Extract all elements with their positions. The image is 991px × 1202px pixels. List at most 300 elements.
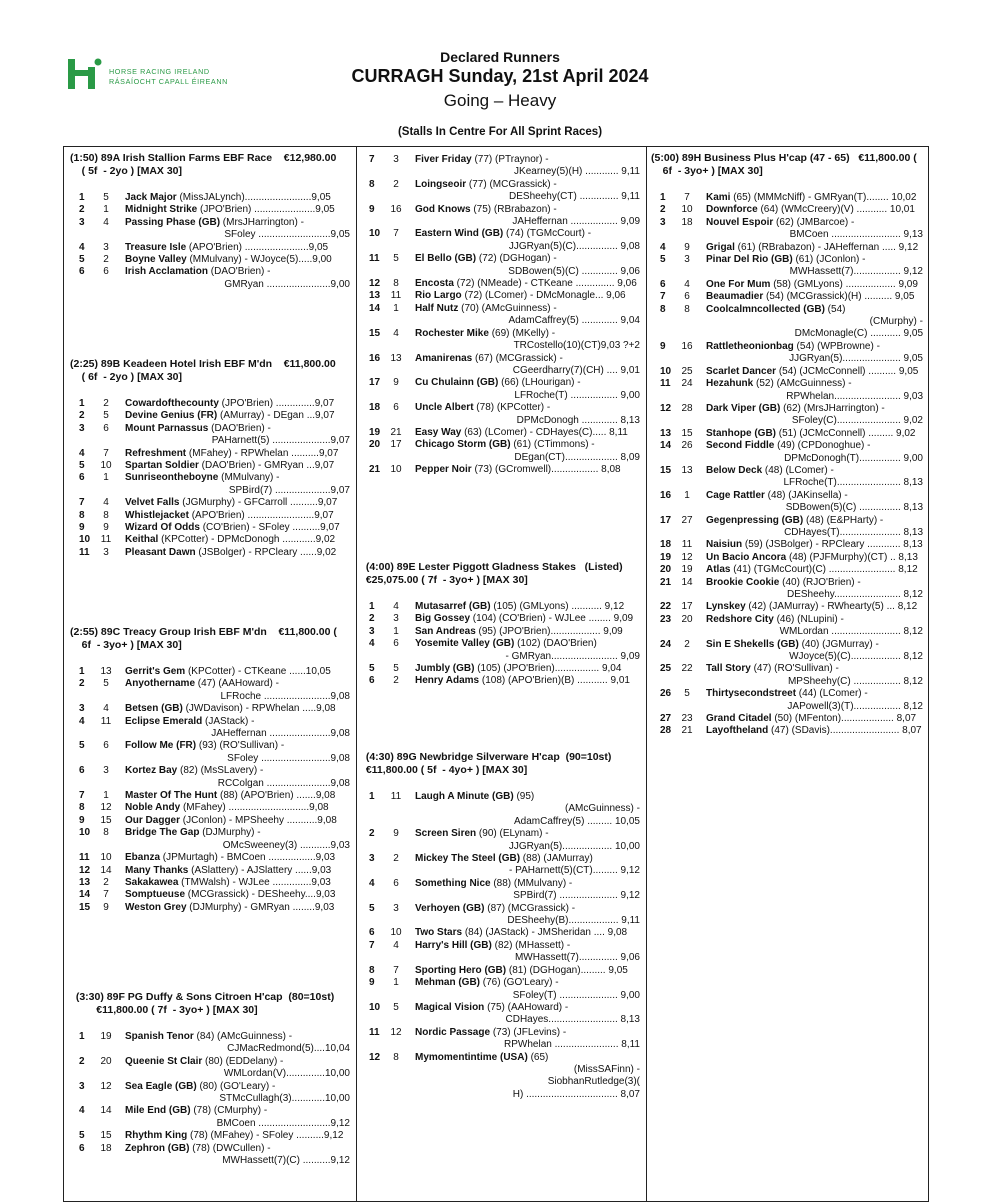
runner-draw: 9 [684, 241, 690, 253]
horse-name: Cu Chulainn (GB) [415, 377, 499, 389]
race-6-section [360, 751, 644, 1101]
runner-number: 15 [660, 464, 672, 476]
stalls-note: (Stalls In Centre For All Sprint Races) [397, 126, 603, 138]
runner-number: 3 [369, 625, 375, 637]
runner-row [651, 465, 927, 490]
runner-jockey-weight: CGeerdharry(7)(CH) .... 9,01 [512, 364, 640, 376]
runner-draw: 5 [103, 192, 109, 203]
runner-details [415, 377, 644, 402]
runner-jockey-weight: RPWhelan ....................... 8,11 [504, 1039, 640, 1051]
horse-name: Mutasarref (GB) [415, 601, 491, 612]
horse-name: Treasure Isle [125, 241, 187, 253]
runner-draw: 3 [393, 613, 399, 625]
runner-draw: 16 [681, 340, 693, 352]
runner-details [125, 790, 354, 802]
runner-number: 2 [369, 828, 375, 840]
runner-details [706, 440, 927, 465]
race-header [651, 152, 927, 178]
runner-number: 3 [79, 1080, 85, 1092]
runner-number: 17 [660, 514, 672, 526]
runner-connections: (MMulvany) - [218, 472, 280, 484]
runner-row [651, 378, 927, 403]
runner-details [415, 228, 644, 253]
runner-connections: (JGMurphy) - GFCarroll ..........9,07 [179, 497, 338, 509]
runner-row [651, 601, 927, 613]
runner-number: 7 [369, 939, 375, 951]
runner-details [706, 254, 927, 279]
runner-details [415, 1052, 644, 1102]
runner-row [360, 427, 644, 439]
horse-name: Nordic Passage [415, 1026, 491, 1038]
runner-connections: (CO'Brien) - SFoley ..........9,07 [199, 522, 340, 534]
runner-number: 11 [660, 378, 671, 390]
runner-details [415, 927, 644, 939]
horse-name: Jumbly (GB) [415, 663, 475, 675]
runner-connections: (MFahey) - RPWhelan ..........9,07 [186, 447, 339, 459]
runner-jockey-weight: DMcMonagle(C) ........... 9,05 [794, 328, 923, 340]
runner-details [706, 242, 927, 254]
runner-jockey-weight: DPMcDonogh ............. 8,13 [516, 414, 640, 426]
runner-details [415, 402, 644, 427]
runner-jockey-weight: JAPowell(3)(T)................. 8,12 [787, 700, 923, 712]
runner-connections: (88) (JAMurray) [520, 853, 593, 865]
runner-draw: 1 [103, 472, 109, 484]
runner-details [706, 564, 927, 576]
runner-details [125, 865, 354, 877]
runner-number: 6 [79, 1142, 85, 1154]
runner-draw: 6 [393, 877, 399, 889]
runner-number: 7 [660, 291, 666, 303]
runner-row [360, 328, 644, 353]
runner-row [651, 204, 927, 216]
runner-number: 6 [369, 675, 375, 687]
runner-number: 13 [660, 427, 672, 439]
horse-name: Chicago Storm (GB) [415, 439, 511, 451]
runner-row [360, 154, 644, 179]
runner-number: 21 [660, 576, 672, 588]
runner-connections: (61) (CTimmons) - [510, 439, 595, 451]
runner-connections: (95) (JPO'Brien).................. 9,09 [475, 625, 623, 637]
horse-name: Anyothername [125, 678, 196, 690]
race-7-section [651, 152, 927, 738]
runner-draw: 2 [393, 853, 399, 865]
runner-details [125, 547, 354, 559]
runner-connections: (75) (RBrabazon) - [470, 203, 557, 215]
runner-number: 12 [660, 402, 672, 414]
runners-list [70, 192, 354, 291]
page-title: Declared Runners [440, 49, 560, 65]
runner-details [415, 977, 644, 1002]
runner-jockey-weight: STMcCullagh(3)............10,00 [219, 1093, 350, 1105]
horse-name: Betsen (GB) [125, 703, 183, 715]
runner-jockey-weight: - PAHarnett(5)(CT)......... 9,12 [509, 865, 640, 877]
runner-draw: 13 [100, 666, 112, 677]
runner-row [360, 965, 644, 977]
runner-connections: (APO'Brien) .......................9,05 [186, 241, 329, 253]
runner-number: 5 [660, 254, 666, 266]
runner-details [415, 903, 644, 928]
runner-row [651, 217, 927, 242]
runner-jockey-weight: MPSheehy(C) ................. 8,12 [787, 675, 923, 687]
runner-number: 8 [79, 509, 85, 521]
runner-draw: 28 [681, 402, 693, 414]
runner-row [360, 878, 644, 903]
runner-row [651, 577, 927, 602]
runner-number: 4 [79, 1105, 85, 1117]
runner-draw: 22 [681, 663, 693, 675]
runner-connections: (78) (DWCullen) - [189, 1142, 271, 1154]
runner-jockey-weight: JJGRyan(5)(C)............... 9,08 [508, 240, 640, 252]
runner-row [360, 626, 644, 638]
runner-number: 10 [369, 228, 381, 240]
runner-number: 3 [79, 703, 85, 715]
runner-draw: 4 [103, 703, 109, 715]
runner-draw: 1 [393, 625, 399, 637]
runner-number: 18 [660, 539, 672, 551]
runner-draw: 6 [103, 422, 109, 434]
runner-details [415, 638, 644, 663]
column-divider-2 [646, 146, 647, 1202]
runners-list [360, 154, 644, 477]
runner-connections: (JAStack) - [202, 715, 255, 727]
runner-draw: 18 [681, 216, 693, 228]
horse-name: Easy Way [415, 426, 462, 438]
runner-details [415, 663, 644, 675]
runner-draw: 1 [393, 302, 399, 314]
runner-number: 12 [369, 1051, 381, 1063]
runner-jockey-weight: JJGRyan(5)..................... 9,05 [789, 353, 923, 365]
runner-draw: 11 [390, 290, 402, 302]
runner-details [415, 464, 644, 476]
runner-row [360, 853, 644, 878]
runner-jockey-weight: OMcSweeney(3) ...........9,03 [222, 839, 350, 851]
runner-number: 7 [79, 790, 85, 802]
runner-jockey-weight: SDBowen(5)(C) ............. 9,06 [508, 265, 640, 277]
horse-name: Ebanza [125, 852, 161, 864]
runner-jockey-weight: RCColgan .......................9,08 [217, 777, 350, 789]
runner-draw: 4 [393, 601, 399, 612]
runner-draw: 11 [100, 715, 112, 727]
runner-details [125, 703, 354, 715]
race-4-continued-section [360, 154, 644, 477]
runner-details [706, 639, 927, 664]
column-divider-1 [356, 146, 357, 1202]
race-header-line: €11,800.00 ( 5f - 4yo+ ) [MAX 30] [360, 764, 528, 776]
horse-name: Lynskey [706, 601, 746, 613]
horse-name: Yosemite Valley (GB) [415, 638, 515, 650]
horse-name: Mile End (GB) [125, 1105, 191, 1117]
runner-connections: (JPO'Brien) ..............9,07 [218, 398, 335, 409]
horse-name: Pepper Noir [415, 464, 472, 476]
runner-jockey-weight: DEgan(CT)................... 8,09 [514, 451, 640, 463]
runner-connections: (90) (ELynam) - [476, 828, 549, 840]
runner-row [360, 402, 644, 427]
race-header-line: (4:00) 89E Lester Piggott Gladness Stakes (Listed) [360, 561, 623, 573]
runner-draw: 7 [103, 447, 109, 459]
runner-number: 24 [660, 638, 672, 650]
horse-name: Whistlejacket [125, 509, 189, 521]
runner-connections: (62) (MrsJHarrington) - [780, 402, 885, 414]
runner-number: 2 [79, 1055, 85, 1067]
runner-connections: (DAO'Brien) - GMRyan ...9,07 [198, 460, 335, 472]
horse-name: El Bello (GB) [415, 253, 477, 265]
runner-connections: (102) (DAO'Brien) [514, 638, 597, 650]
runner-details [125, 254, 354, 266]
runner-draw: 19 [100, 1031, 112, 1042]
runner-number: 8 [369, 964, 375, 976]
runner-connections: (84) (JAStack) - JMSheridan .... 9,08 [462, 927, 628, 939]
race-header [360, 561, 644, 587]
runner-draw: 9 [393, 828, 399, 840]
runner-row [70, 410, 354, 422]
runner-number: 7 [79, 497, 85, 509]
runner-jockey-weight: BMCoen ..........................9,12 [216, 1117, 350, 1129]
runner-draw: 8 [393, 278, 399, 290]
runner-draw: 24 [681, 378, 693, 390]
horse-name: God Knows [415, 203, 471, 215]
going-description: Going – Heavy [443, 91, 557, 110]
runner-draw: 4 [103, 216, 109, 228]
runner-number: 1 [79, 666, 85, 677]
runner-jockey-weight: LFRoche(T)....................... 8,13 [783, 477, 923, 489]
runner-draw: 3 [103, 241, 109, 253]
runner-connections: (72) (LComer) - DMcMonagle... 9,06 [461, 290, 626, 302]
runner-details [415, 601, 644, 613]
horse-name: One For Mum [706, 278, 771, 290]
runner-details [415, 1002, 644, 1027]
runner-number: 15 [79, 901, 91, 913]
runner-number: 17 [369, 377, 381, 389]
runner-connections: (DAO'Brien) - [208, 422, 271, 434]
runner-number: 10 [660, 365, 672, 377]
runner-draw: 11 [390, 791, 402, 802]
runner-row [651, 564, 927, 576]
horse-name: Redshore City [706, 613, 774, 625]
runner-jockey-weight: TRCostello(10)(CT)9,03 ?+2 [513, 340, 640, 352]
runner-draw: 5 [393, 253, 399, 265]
horse-name: Velvet Falls [125, 497, 180, 509]
runner-details [706, 366, 927, 378]
runner-connections: (54) (JCMcConnell) .......... 9,05 [776, 365, 919, 377]
horse-name: Kortez Bay [125, 765, 178, 777]
runner-draw: 20 [681, 613, 693, 625]
runner-jockey-weight: DESheehy(CT) .............. 9,11 [509, 191, 640, 203]
runner-draw: 10 [390, 927, 402, 939]
runner-number: 16 [369, 352, 381, 364]
runner-draw: 7 [393, 228, 399, 240]
runner-details [706, 688, 927, 713]
runner-connections: (JWDavison) - RPWhelan .....9,08 [182, 703, 336, 715]
runners-list [70, 398, 354, 559]
runner-row [360, 228, 644, 253]
runner-row [651, 688, 927, 713]
runner-number: 21 [369, 464, 381, 476]
runner-draw: 6 [393, 402, 399, 414]
horse-name: Grigal [706, 241, 735, 253]
runner-draw: 17 [390, 439, 402, 451]
horse-name: Scarlet Dancer [706, 365, 777, 377]
runner-details [125, 765, 354, 790]
runner-connections: (70) (AMcGuinness) - [458, 302, 557, 314]
runner-connections: (72) (NMeade) - CTKeane .............. 9,06 [453, 278, 637, 290]
horse-name: Naisiun [706, 539, 743, 551]
runner-connections: (73) (GCromwell)................. 8,08 [471, 464, 621, 476]
horse-name: Queenie St Clair [125, 1055, 203, 1067]
runner-row [651, 725, 927, 737]
runner-connections: (88) (APO'Brien) .......9,08 [217, 790, 336, 802]
race-3-section [70, 626, 354, 914]
horse-name: Midnight Strike [125, 204, 198, 216]
horse-name: Uncle Albert [415, 402, 474, 414]
runner-number: 1 [79, 398, 85, 409]
runner-connections: (81) (DGHogan)......... 9,05 [506, 964, 628, 976]
runner-number: 4 [369, 877, 375, 889]
runner-connections: (40) (JGMurray) - [798, 638, 879, 650]
runner-connections: (DJMurphy) - GMRyan ........9,03 [186, 901, 335, 913]
horse-name: Brookie Cookie [706, 576, 780, 588]
race-header [360, 751, 644, 777]
runner-draw: 11 [100, 534, 112, 546]
horse-name: Grand Citadel [706, 713, 772, 725]
horse-name: Cage Rattler [706, 489, 765, 501]
runner-details [706, 601, 927, 613]
runner-draw: 15 [100, 814, 112, 826]
horse-name: Henry Adams [415, 675, 480, 687]
horse-name: San Andreas [415, 625, 476, 637]
runner-draw: 2 [684, 638, 690, 650]
race-header-line: 6f - 3yo+ ) [MAX 30] [70, 639, 182, 651]
runner-row [70, 1130, 354, 1142]
runner-connections: (66) (LHourigan) - [498, 377, 581, 389]
horse-name: Nouvel Espoir [706, 216, 774, 228]
runner-details [706, 204, 927, 216]
runner-draw: 7 [684, 192, 690, 203]
runner-connections: (ASlattery) - AJSlattery ......9,03 [188, 864, 332, 876]
runner-connections: (52) (AMcGuinness) - [753, 378, 852, 390]
runner-details [415, 853, 644, 878]
runner-row [360, 464, 644, 476]
runner-connections: (MissJALynch)........................9,05 [176, 192, 331, 203]
runner-number: 18 [369, 402, 381, 414]
runner-details [706, 539, 927, 551]
runner-connections: (74) (TGMcCourt) - [503, 228, 592, 240]
runner-number: 7 [369, 154, 375, 165]
runner-draw: 17 [681, 601, 693, 613]
runner-connections: (76) (GO'Leary) - [480, 977, 559, 989]
runner-row [651, 713, 927, 725]
runner-number: 2 [660, 204, 666, 216]
horse-name: Pleasant Dawn [125, 546, 196, 558]
runner-details [125, 460, 354, 472]
runner-details [706, 577, 927, 602]
runner-connections: (69) (MKelly) - [488, 327, 556, 339]
horse-name: Spartan Soldier [125, 460, 199, 472]
runner-row [70, 865, 354, 877]
runner-number: 10 [369, 1001, 381, 1013]
runner-number: 19 [660, 551, 672, 563]
runner-draw: 26 [681, 440, 693, 452]
runner-details [125, 204, 354, 216]
runners-list [360, 601, 644, 688]
runner-details [125, 852, 354, 864]
runner-draw: 27 [681, 514, 693, 526]
runner-number: 1 [79, 1031, 85, 1042]
runner-draw: 9 [393, 377, 399, 389]
horse-name: Harry's Hill (GB) [415, 939, 492, 951]
runner-draw: 8 [103, 509, 109, 521]
horse-name: Beaumadier [706, 291, 764, 303]
runner-number: 4 [79, 241, 85, 253]
horse-name: Below Deck [706, 464, 763, 476]
runner-number: 14 [369, 302, 381, 314]
runner-row [651, 254, 927, 279]
runner-number: 6 [660, 278, 666, 290]
runner-number: 6 [369, 927, 375, 939]
runner-details [125, 1031, 354, 1056]
runner-details [415, 791, 644, 828]
runner-row [70, 472, 354, 497]
runners-list [360, 791, 644, 1101]
runner-draw: 18 [100, 1142, 112, 1154]
horse-name: Irish Acclamation [125, 266, 208, 278]
runner-details [415, 253, 644, 278]
runner-row [651, 440, 927, 465]
runner-draw: 2 [103, 876, 109, 888]
runner-jockey-weight: JKearney(5)(H) ............ 9,11 [514, 166, 640, 178]
runner-jockey-weight: JJGRyan(5).................. 10,00 [508, 840, 640, 852]
runner-connections: (88) (MMulvany) - [490, 877, 573, 889]
runner-jockey-weight: CDHayes(T)...................... 8,13 [784, 526, 923, 538]
runner-number: 11 [369, 253, 380, 265]
runner-row [70, 740, 354, 765]
runner-connections: (61) (RBrabazon) - JAHeffernan ..... 9,12 [734, 241, 919, 253]
runner-details [125, 827, 354, 852]
runner-draw: 5 [103, 678, 109, 690]
race-header [70, 991, 354, 1017]
horse-name: Many Thanks [125, 864, 189, 876]
horse-name: Somptueuse [125, 889, 186, 901]
runner-draw: 2 [393, 675, 399, 687]
runner-draw: 2 [393, 178, 399, 190]
runner-number: 8 [660, 303, 666, 315]
hri-logo-mark-icon [66, 55, 104, 93]
runner-row [70, 703, 354, 715]
runner-row [70, 765, 354, 790]
runner-row [70, 448, 354, 460]
runner-draw: 1 [103, 204, 109, 216]
horse-name: Zephron (GB) [125, 1142, 190, 1154]
runner-row [360, 377, 644, 402]
runner-row [70, 242, 354, 254]
runner-jockey-weight: WMLordan(V)..............10,00 [223, 1068, 350, 1080]
horse-name: Gegenpressing (GB) [706, 514, 804, 526]
runner-number: 5 [79, 1130, 85, 1142]
runner-row [70, 1081, 354, 1106]
runner-draw: 8 [393, 1051, 399, 1063]
runner-connections: (51) (JCMcConnell) ......... 9,02 [776, 427, 916, 439]
runner-connections: (104) (CO'Brien) - WJLee ........ 9,09 [470, 613, 634, 625]
runner-connections: (61) (JConlon) - [792, 254, 866, 266]
runner-details [125, 497, 354, 509]
runner-draw: 3 [393, 154, 399, 165]
runner-details [706, 378, 927, 403]
runner-row [70, 1056, 354, 1081]
horse-name: Sunriseontheboyne [125, 472, 219, 484]
horse-name: Hezahunk [706, 378, 754, 390]
horse-name: Eastern Wind (GB) [415, 228, 504, 240]
runner-draw: 14 [681, 576, 693, 588]
horse-name: Refreshment [125, 447, 187, 459]
